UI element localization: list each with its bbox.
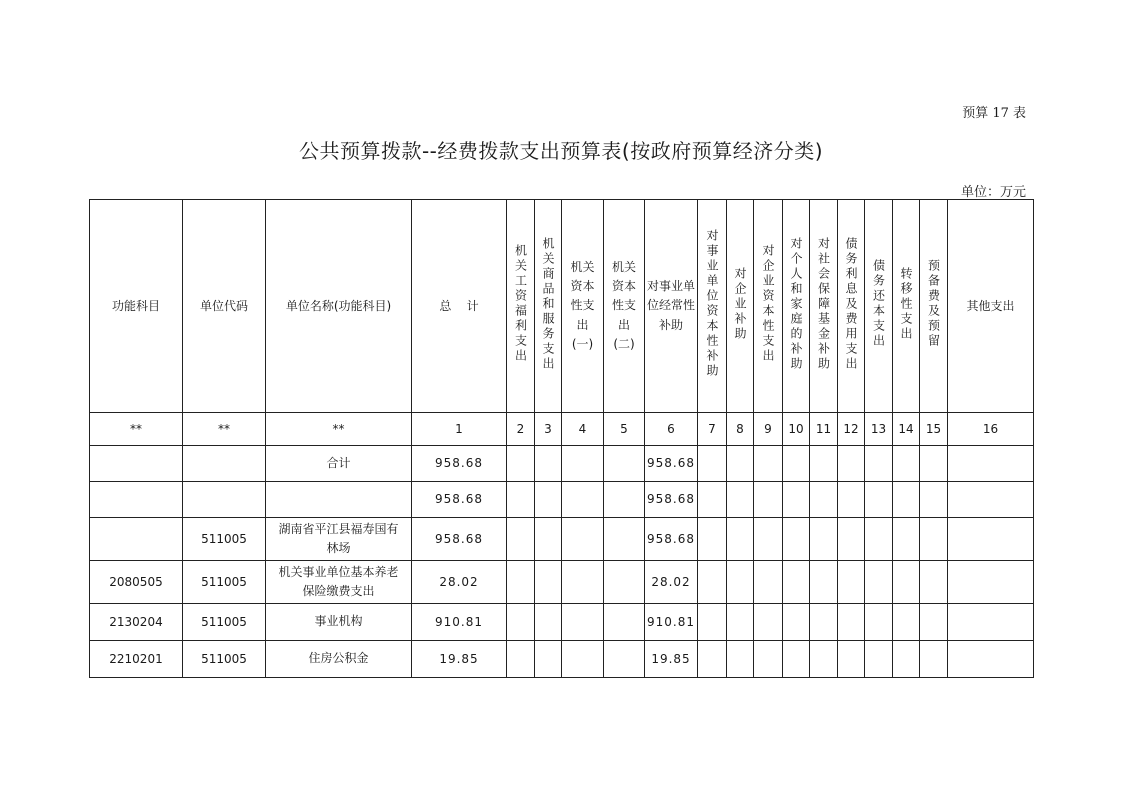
col-header-debt-principal: 债务还本支出 <box>865 200 893 413</box>
col-header-total: 总 计 <box>412 200 507 413</box>
col-header-institution-capital: 对事业单位资本性补助 <box>698 200 727 413</box>
unit-label: 单位：万元 <box>960 185 1026 200</box>
table-row <box>90 641 1034 678</box>
function-code-cell <box>90 446 183 482</box>
unit-code-cell: 511005 <box>183 561 266 604</box>
institution-subsidy-cell: 19.85 <box>645 641 698 678</box>
index-cell: 14 <box>893 413 920 446</box>
col-header-capital-1: 机关资本性支出(一) <box>562 200 604 413</box>
index-cell: 6 <box>645 413 698 446</box>
institution-subsidy-cell: 958.68 <box>645 518 698 561</box>
index-cell: 7 <box>698 413 727 446</box>
unit-name-cell: 机关事业单位基本养老保险缴费支出 <box>266 561 412 604</box>
unit-name-cell: 合计 <box>266 446 412 482</box>
function-code-cell: 2080505 <box>90 561 183 604</box>
col-header-institution-subsidy: 对事业单位经常性补助 <box>645 200 698 413</box>
institution-subsidy-cell: 910.81 <box>645 604 698 641</box>
form-number: 预算 17 表 <box>962 106 1026 121</box>
col-header-unit-name: 单位名称(功能科目) <box>266 200 412 413</box>
institution-subsidy-cell: 28.02 <box>645 561 698 604</box>
function-code-cell <box>90 518 183 561</box>
table-row <box>90 482 1034 518</box>
index-cell: 11 <box>810 413 838 446</box>
index-cell: ** <box>183 413 266 446</box>
index-cell: 8 <box>727 413 754 446</box>
index-cell: 2 <box>507 413 535 446</box>
index-cell: 5 <box>604 413 645 446</box>
index-cell: ** <box>90 413 183 446</box>
index-cell: 13 <box>865 413 893 446</box>
table-row <box>90 518 1034 561</box>
unit-code-cell: 511005 <box>183 518 266 561</box>
unit-code-cell <box>183 482 266 518</box>
col-header-debt-interest: 债务利息及费用支出 <box>838 200 865 413</box>
index-cell: 1 <box>412 413 507 446</box>
col-header-household-subsidy: 对个人和家庭的补助 <box>783 200 810 413</box>
total-cell: 958.68 <box>412 446 507 482</box>
col-header-enterprise-subsidy: 对企业补助 <box>727 200 754 413</box>
page-title: 公共预算拨款--经费拨款支出预算表(按政府预算经济分类) <box>298 139 824 163</box>
col-header-social-security: 对社会保障基金补助 <box>810 200 838 413</box>
col-header-function-code: 功能科目 <box>90 200 183 413</box>
index-row <box>90 413 1034 446</box>
unit-code-cell <box>183 446 266 482</box>
total-cell: 28.02 <box>412 561 507 604</box>
table-row <box>90 446 1034 482</box>
col-header-reserve: 预备费及预留 <box>920 200 948 413</box>
col-header-enterprise-capital: 对企业资本性支出 <box>754 200 783 413</box>
function-code-cell: 2130204 <box>90 604 183 641</box>
index-cell: ** <box>266 413 412 446</box>
header-row <box>90 200 1034 413</box>
col-header-transfer: 转移性支出 <box>893 200 920 413</box>
col-header-capital-2: 机关资本性支出(二) <box>604 200 645 413</box>
index-cell: 12 <box>838 413 865 446</box>
index-cell: 10 <box>783 413 810 446</box>
total-cell: 19.85 <box>412 641 507 678</box>
total-cell: 958.68 <box>412 518 507 561</box>
col-header-goods-services: 机关商品和服务支出 <box>535 200 562 413</box>
index-cell: 9 <box>754 413 783 446</box>
institution-subsidy-cell: 958.68 <box>645 446 698 482</box>
index-cell: 4 <box>562 413 604 446</box>
col-header-other: 其他支出 <box>948 200 1034 413</box>
total-cell: 910.81 <box>412 604 507 641</box>
budget-table <box>89 199 1034 678</box>
function-code-cell: 2210201 <box>90 641 183 678</box>
col-header-unit-code: 单位代码 <box>183 200 266 413</box>
unit-code-cell: 511005 <box>183 641 266 678</box>
index-cell: 15 <box>920 413 948 446</box>
table-row <box>90 604 1034 641</box>
institution-subsidy-cell: 958.68 <box>645 482 698 518</box>
unit-name-cell: 住房公积金 <box>266 641 412 678</box>
unit-name-cell: 事业机构 <box>266 604 412 641</box>
unit-code-cell: 511005 <box>183 604 266 641</box>
function-code-cell <box>90 482 183 518</box>
col-header-salary: 机关工资福利支出 <box>507 200 535 413</box>
table-row <box>90 561 1034 604</box>
unit-name-cell: 湖南省平江县福寿国有林场 <box>266 518 412 561</box>
index-cell: 3 <box>535 413 562 446</box>
unit-name-cell <box>266 482 412 518</box>
total-cell: 958.68 <box>412 482 507 518</box>
index-cell: 16 <box>948 413 1034 446</box>
